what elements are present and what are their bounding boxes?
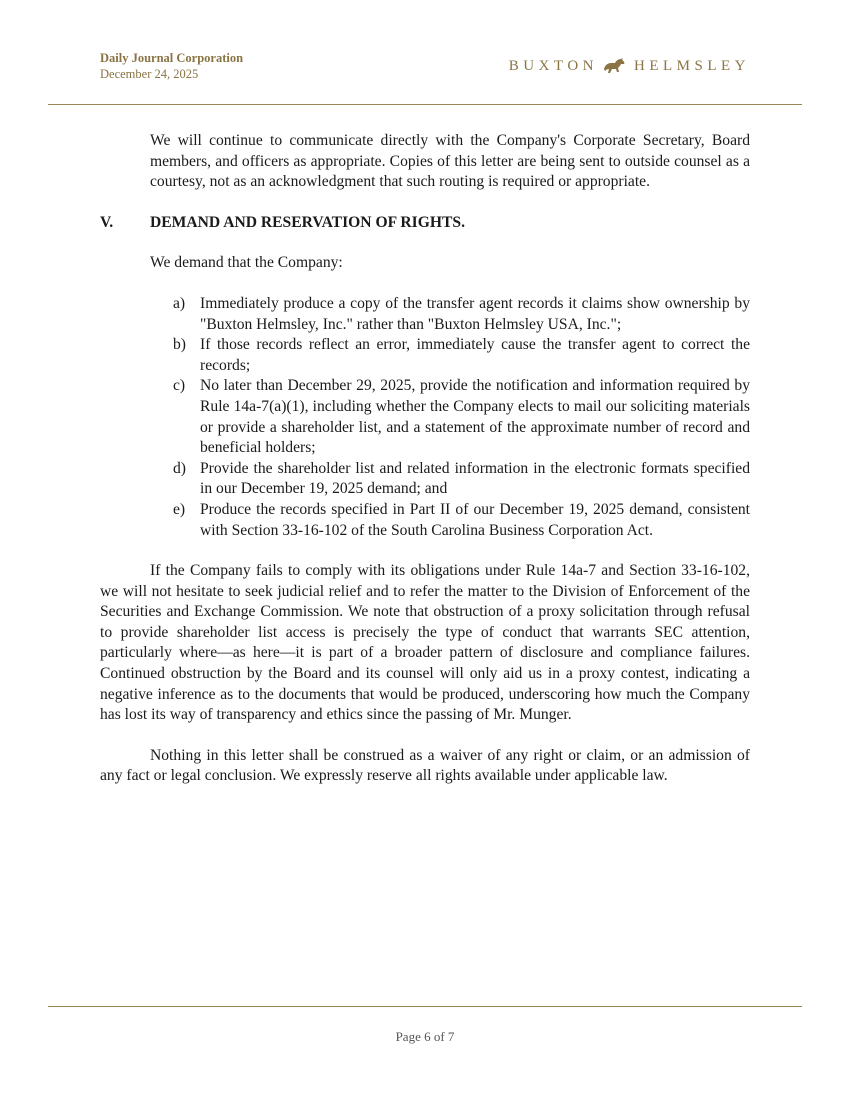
list-item-text: Produce the records specified in Part II of our December 19, 2025 demand, consistent with Section 33-16-102 of the South Carolina Business Corporation Act. (200, 500, 750, 539)
reservation-paragraph: Nothing in this letter shall be construed as a waiver of any right or claim, or an admission of any fact or legal conclusion. We expressly reserve all rights available under applicable law. (100, 746, 750, 785)
letter-body (100, 131, 750, 787)
list-item (173, 376, 750, 458)
list-item (173, 459, 750, 500)
list-item-text: Immediately produce a copy of the transfer agent records it claims show ownership by "Buxton Helmsley, Inc." rather than "Buxton Helmsley USA, Inc."; (200, 294, 750, 333)
page-number: Page 6 of 7 (395, 1029, 455, 1044)
list-item-label: a) (173, 294, 186, 312)
list-item-label: c) (173, 377, 186, 395)
list-item (173, 500, 750, 541)
footer-divider (48, 1006, 802, 1007)
demand-list (100, 294, 750, 541)
letterhead (100, 50, 750, 90)
brand-name-right: HELMSLEY (634, 57, 750, 74)
list-item-label: e) (173, 500, 186, 518)
brand-logo (509, 57, 750, 75)
demand-intro: We demand that the Company: (150, 254, 343, 272)
list-item-text: No later than December 29, 2025, provide the notification and information required by Rule 14a-7(a)(1), including whether the Company elects to mail our soliciting materials or provide a shareholder list, and a statement of the approximate number of record and beneficial holders; (200, 377, 750, 457)
list-item (173, 294, 750, 335)
horse-logo-icon (602, 57, 626, 75)
list-item-label: b) (173, 336, 186, 354)
list-item-text: If those records reflect an error, immediately cause the transfer agent to correct the records; (200, 336, 750, 374)
recipient-company: Daily Journal Corporation (100, 51, 244, 65)
brand-name-left: BUXTON (508, 57, 598, 74)
intro-paragraph: We will continue to communicate directly with the Company's Corporate Secretary, Board members, and officers as appropriate. Copies of this letter are being sent to outside counsel as a courtesy, not as an acknowledgment that such routing is required or appropriate. (150, 132, 750, 191)
header-divider (48, 104, 802, 105)
list-item-label: d) (173, 459, 186, 477)
letter-date: December 24, 2025 (100, 67, 199, 81)
section-title: DEMAND AND RESERVATION OF RIGHTS. (150, 213, 465, 231)
section-number: V. (100, 213, 114, 231)
list-item (173, 335, 750, 376)
consequence-paragraph: If the Company fails to comply with its obligations under Rule 14a-7 and Section 33-16-102, we will not hesitate to seek judicial relief and to refer the matter to the Division of Enforcement of the Securities and Exchange Commission. We note that obstruction of a proxy solicitation through refusal to provide shareholder list access is precisely the type of conduct that warrants SEC attention, particularly where—as here—it is part of a broader pattern of disclosure and compliance failures. Continued obstruction by the Board and its counsel will only aid us in a proxy contest, indicating a negative inference as to the documents that would be produced, underscoring how much the Company has lost its way of transparency and ethics since the passing of Mr. Munger. (100, 562, 750, 724)
list-item-text: Provide the shareholder list and related information in the electronic formats specified in our December 19, 2025 demand; and (200, 459, 750, 498)
section-heading (100, 213, 750, 234)
